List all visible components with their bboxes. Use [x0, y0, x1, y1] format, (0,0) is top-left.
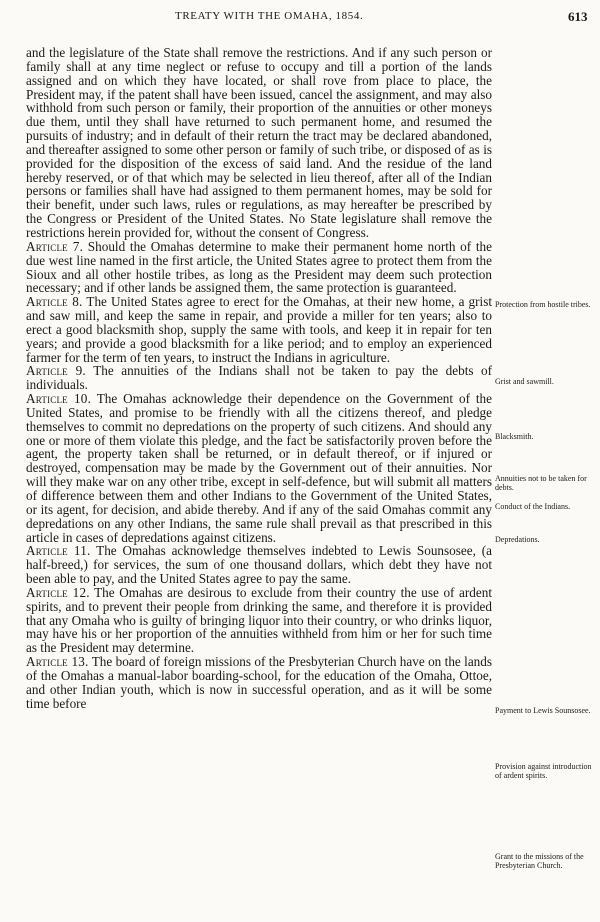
article-label: Article 13.: [26, 654, 89, 670]
paragraph-text: The United States agree to erect for the Omahas, at their new home, a grist and saw mill, and keep the same in repair, and provide a miller for ten years; also to erect a good blacksmith shop, supply the same with tools, and keep it in repair for ten years; and provide a good blacksmith for a like period; and to employ an experienced farmer for the term of ten years, to instruct the Indians in agriculture.: [26, 294, 492, 365]
paragraph-text: The Omahas are desirous to exclude from their country the use of ardent spirits, and to prevent their people from drinking the same, and therefore it is provided that any Omaha who is guilty of bringing liquor into their country, or who drinks liquor, may have his or her proportion of the annuities withheld from him or her for such time as the President may determine.: [26, 584, 492, 656]
margin-note-ardent-spirits: Provision against introduction of ardent spirits.: [495, 762, 592, 780]
paragraph-text: The Omahas acknowledge themselves indebted to Lewis Sounsosee, (a half-breed,) for services, the sum of one thousand dollars, which debt they have not been able to pay, and the United States agree to pay the same.: [26, 543, 492, 587]
article-12: [26, 586, 492, 655]
article-7: [26, 240, 492, 295]
article-label: Article 12.: [26, 584, 90, 600]
article-8: [26, 295, 492, 364]
article-label: Article 10.: [26, 391, 92, 407]
treaty-text: [26, 46, 492, 711]
page-number: 613: [568, 9, 588, 24]
article-13: [26, 655, 492, 710]
article-9: [26, 364, 492, 392]
page-header: [0, 10, 600, 28]
article-label: Article 9.: [26, 363, 86, 379]
paragraph-text: and the legislature of the State shall remove the restrictions. And if any such person or family shall at any time neglect or refuse to occupy and till a portion of the lands assigned and on which they have located, or shall rove from place to place, the President may, if the patent shall have been issued, cancel the assignment, and may also withhold from such person or family, their proportion of the annuities or other moneys due them, until they shall have returned to such permanent home, and resumed the pursuits of industry; and in default of their return the tract may be declared abandoned, and thereafter assigned to some other person or family of such tribe, or disposed of as is provided for the disposition of the excess of said land. And the residue of the land hereby reserved, or of that which may be selected in lieu thereof, after all of the Indian persons or families shall have had assigned to them permanent homes, may be sold for their benefit, under such laws, rules or regulations, as may hereafter be prescribed by the Congress or President of the United States. No State legislature shall remove the restrictions herein provided for, without the consent of Congress.: [26, 45, 492, 240]
margin-note-protection: Protection from hostile tribes.: [495, 300, 591, 309]
paragraph-continued: [26, 46, 492, 240]
article-10: [26, 392, 492, 544]
article-label: Article 7.: [26, 238, 84, 254]
margin-note-annuities: Annuities not to be taken for debts.: [495, 474, 587, 492]
article-label: Article 11.: [26, 543, 91, 559]
margin-note-depredations: Depredations.: [495, 535, 540, 544]
article-11: [26, 544, 492, 586]
margin-note-payment: Payment to Lewis Sounsosee.: [495, 706, 591, 715]
margin-note-conduct: Conduct of the Indians.: [495, 502, 571, 511]
margin-note-grist-sawmill: Grist and sawmill.: [495, 377, 554, 386]
margin-note-missions: Grant to the missions of the Presbyterian Church.: [495, 852, 584, 870]
article-label: Article 8.: [26, 294, 83, 310]
paragraph-text: The board of foreign missions of the Presbyterian Church have on the lands of the Omahas a manual-labor boarding-school, for the education of the Omaha, Ottoe, and other Indian youth, which is now in successful operation, and as it will be some time before: [26, 654, 492, 711]
paragraph-text: Should the Omahas determine to make their permanent home north of the due west line named in the first article, the United States agree to protect them from the Sioux and all other hostile tribes, as long as the President may deem such protection necessary; and if other lands be assigned them, the same protection is guaranteed.: [26, 238, 492, 296]
running-head: TREATY WITH THE OMAHA, 1854.: [175, 10, 364, 22]
paragraph-text: The annuities of the Indians shall not be taken to pay the debts of individuals.: [26, 363, 493, 393]
paragraph-text: The Omahas acknowledge their dependence on the Government of the United States, and promise to be friendly with all the citizens thereof, and pledge themselves to commit no depredations on the property of such citizens. And should any one or more of them violate this pledge, and the fact be satisfactorily proven before the agent, the property taken shall be returned, or in default thereof, or if injured or destroyed, compensation may be made by the Government out of their annuities. Nor will they make war on any other tribe, except in self-defence, but will submit all matters of difference between them and other Indians to the Government of the United States, or its agent, for decision, and abide thereby. And if any of the said Omahas commit any depredations on any other Indians, the same rule shall prevail as that prescribed in this article in cases of depredations against citizens.: [26, 391, 492, 545]
margin-note-blacksmith: Blacksmith.: [495, 432, 534, 441]
